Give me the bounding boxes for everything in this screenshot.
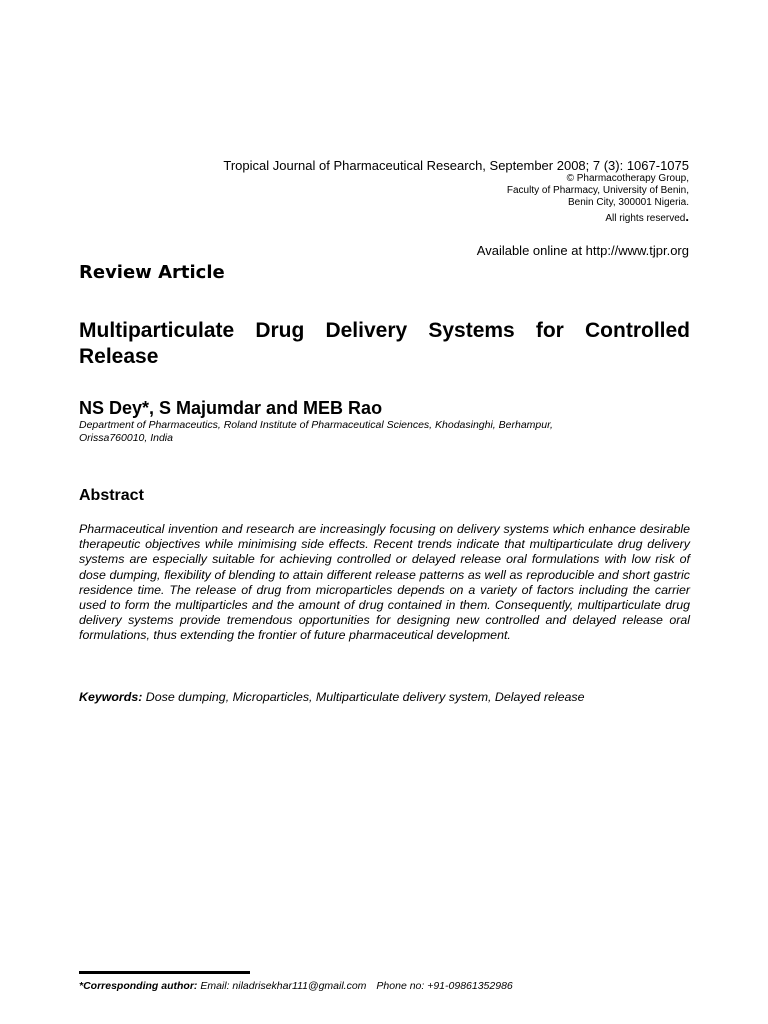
- journal-citation: Tropical Journal of Pharmaceutical Research, September 2008; 7 (3): 1067-1075: [223, 158, 689, 173]
- rights-period: .: [685, 209, 689, 224]
- publisher-line: © Pharmacotherapy Group,: [566, 173, 689, 184]
- publisher-line: Faculty of Pharmacy, University of Benin,: [506, 185, 689, 196]
- footnote-phone: Phone no: +91-09861352986: [376, 980, 513, 992]
- abstract-body: Pharmaceutical invention and research are increasingly focusing on delivery systems which enhance desirable therapeutic objectives while minimising side effects. Recent trends indicate that multiparticulate drug delivery systems are especially suitable for achieving controlled or delayed release oral formulations with low risk of dose dumping, flexibility of blending to attain different release patterns as well as reproducible and short gastric residence time. The release of drug from microparticles depends on a variety of factors including the carrier used to form the multiparticles and the amount of drug contained in them. Consequently, multiparticulate drug delivery systems provide tremendous opportunities for designing new controlled and delayed release oral formulations, thus extending the frontier of future pharmaceutical development.: [79, 522, 690, 643]
- abstract-heading: Abstract: [79, 487, 144, 504]
- corresponding-author-footnote: [79, 980, 513, 993]
- rights-notice: [129, 210, 689, 226]
- rights-text: All rights reserved: [605, 213, 686, 224]
- article-title: Multiparticulate Drug Delivery Systems for Controlled Release: [79, 319, 690, 368]
- online-availability: Available online at http://www.tjpr.org: [476, 243, 689, 258]
- author-list: NS Dey*, S Majumdar and MEB Rao: [79, 398, 383, 418]
- keywords-text: Dose dumping, Microparticles, Multiparticulate delivery system, Delayed release: [142, 690, 585, 704]
- publisher-line: Benin City, 300001 Nigeria.: [568, 197, 689, 208]
- journal-header: [129, 158, 689, 226]
- author-affiliation: Department of Pharmaceutics, Roland Institute of Pharmaceutical Sciences, Khodasinghi, Berhampur, Orissa760010, India: [79, 419, 553, 444]
- footnote-email: Email: niladrisekhar111@gmail.com: [197, 980, 367, 992]
- footnote-label: *Corresponding author:: [79, 980, 198, 992]
- footnote-divider: [79, 971, 250, 974]
- keywords-label: Keywords:: [79, 690, 143, 704]
- article-type: Review Article: [79, 262, 225, 283]
- keywords-line: [79, 690, 690, 705]
